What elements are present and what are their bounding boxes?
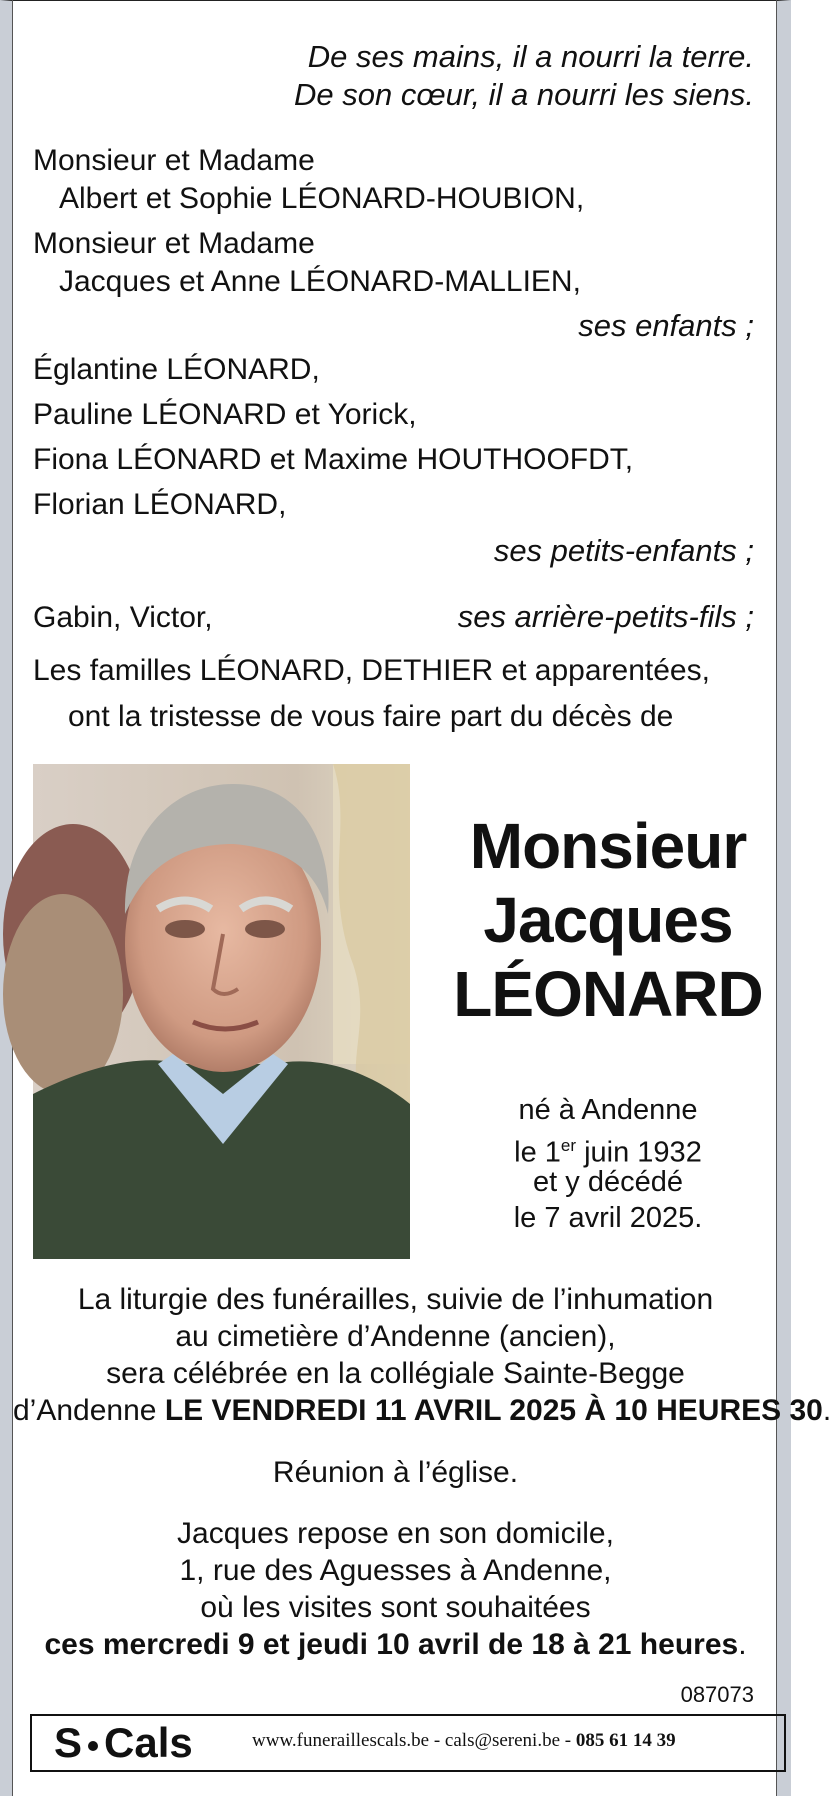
death-date: le 7 avril 2025. — [513, 1202, 703, 1234]
birth-date-sup: er — [560, 1136, 577, 1155]
child-names: Jacques et Anne LÉONARD-MALLIEN, — [59, 265, 581, 298]
funeral-line: La liturgie des funérailles, suivie de l’inhumation — [77, 1283, 714, 1316]
visit-line: où les visites sont souhaitées — [200, 1591, 591, 1624]
funeral-location: d’Andenne — [13, 1394, 165, 1427]
visit-times-bold: ces mercredi 9 et jeudi 10 avril de 18 à 21 heures — [44, 1628, 739, 1661]
obituary-notice — [12, 0, 831, 1796]
funeral-date-bold: LE VENDREDI 11 AVRIL 2025 À 10 HEURES 30 — [164, 1394, 823, 1427]
logo-letter: S — [54, 1719, 83, 1766]
deceased-last-name: LÉONARD — [453, 958, 763, 1030]
child-title: Monsieur et Madame — [33, 227, 315, 260]
child-names: Albert et Sophie LÉONARD-HOUBION, — [59, 182, 585, 215]
death-place: et y décédé — [533, 1166, 683, 1198]
birth-date-pre: le 1 — [514, 1136, 561, 1169]
funeral-line: au cimetière d’Andenne (ancien), — [175, 1320, 616, 1353]
deceased-title: Monsieur — [469, 810, 747, 882]
phone-number[interactable]: 085 61 14 39 — [575, 1730, 676, 1751]
deceased-portrait — [33, 764, 410, 1259]
funeral-line: sera célébrée en la collégiale Sainte-Begge — [106, 1357, 685, 1390]
grandchildren-label: ses petits-enfants ; — [493, 533, 754, 568]
logo-word: Cals — [104, 1719, 193, 1766]
visit-line: Jacques repose en son domicile, — [177, 1517, 614, 1550]
portrait-image — [33, 764, 410, 1259]
funeral-period: . — [822, 1394, 831, 1427]
families-line: Les familles LÉONARD, DETHIER et apparentées, — [33, 654, 710, 687]
great-grandchildren: Gabin, Victor, — [33, 601, 213, 634]
funeral-home-logo — [54, 1719, 193, 1767]
deceased-first-name: Jacques — [483, 884, 733, 956]
great-grandchildren-label: ses arrière-petits-fils ; — [457, 599, 754, 634]
visit-period: . — [738, 1628, 747, 1661]
reunion-line: Réunion à l’église. — [272, 1456, 519, 1489]
website-link[interactable]: www.funeraillescals.be — [252, 1730, 430, 1751]
quote-line: De ses mains, il a nourri la terre. — [307, 39, 754, 74]
email-link[interactable]: cals@sereni.be — [444, 1730, 561, 1751]
announcement-line: ont la tristesse de vous faire part du décès de — [68, 700, 674, 733]
funeral-home-footer — [30, 1714, 786, 1772]
children-label: ses enfants ; — [578, 308, 754, 343]
separator: - — [560, 1730, 576, 1751]
visit-line: 1, rue des Aguesses à Andenne, — [179, 1554, 612, 1587]
grandchild-line: Fiona LÉONARD et Maxime HOUTHOOFDT, — [33, 443, 634, 476]
logo-dot-icon — [88, 1741, 98, 1751]
child-title: Monsieur et Madame — [33, 144, 315, 177]
epitaph-quote — [154, 38, 754, 114]
grandchild-line: Églantine LÉONARD, — [33, 353, 320, 386]
reference-code: 087073 — [680, 1682, 754, 1707]
grandchild-line: Pauline LÉONARD et Yorick, — [33, 398, 417, 431]
birth-place: né à Andenne — [518, 1094, 698, 1126]
birth-date-post: juin 1932 — [576, 1136, 702, 1169]
contact-info — [252, 1730, 676, 1752]
separator: - — [429, 1730, 445, 1751]
visit-times — [13, 1628, 778, 1662]
funeral-datetime — [13, 1394, 831, 1428]
quote-line: De son cœur, il a nourri les siens. — [293, 77, 754, 112]
grandchild-line: Florian LÉONARD, — [33, 488, 287, 521]
